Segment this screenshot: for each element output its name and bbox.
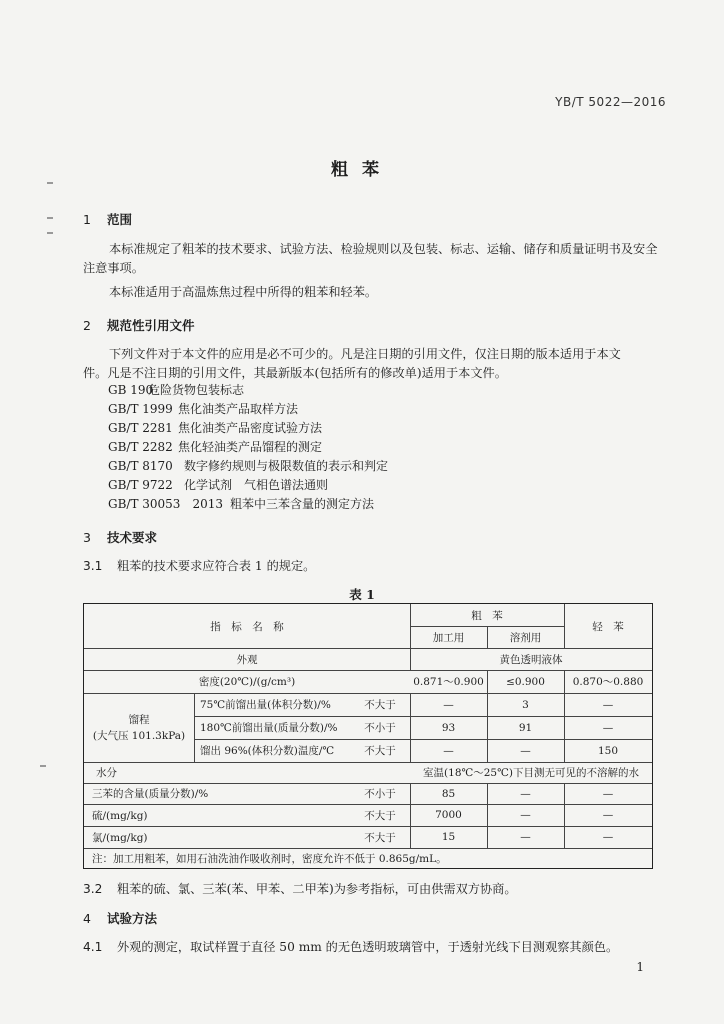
row-group-distillation: 馏程 (大气压 101.3kPa) bbox=[92, 713, 186, 742]
reference-item: GB/T 2282 焦化轻油类产品馏程的测定 bbox=[108, 440, 323, 454]
cell-density-solvent: ≤0.900 bbox=[506, 675, 545, 688]
row-label-dist180: 180℃前馏出量(质量分数)/% bbox=[200, 722, 338, 734]
cell-sulfur-light: — bbox=[602, 809, 614, 821]
cell-benzene-light: — bbox=[602, 787, 614, 800]
row-label-chlorine: 氯/(mg/kg) bbox=[92, 831, 148, 844]
row-limit-dist96: 不大于 bbox=[364, 745, 396, 757]
paragraph-scope-2 bbox=[83, 283, 661, 302]
cell-dist180-solvent: 91 bbox=[518, 721, 533, 734]
cell-chlorine-solvent: — bbox=[520, 831, 531, 843]
row-limit-sulfur: 不大于 bbox=[364, 809, 396, 822]
row-limit-dist180: 不小于 bbox=[364, 722, 396, 734]
cell-density-processing: 0.871～0.900 bbox=[413, 676, 484, 688]
row-label-dist75: 75℃前馏出量(体积分数)/% bbox=[200, 699, 331, 711]
scan-mark bbox=[40, 765, 46, 767]
cell-dist180-processing: 93 bbox=[441, 721, 456, 734]
table-header-light: 轻 苯 bbox=[592, 620, 624, 633]
row-label-sulfur: 硫/(mg/kg) bbox=[92, 809, 148, 822]
section-title: 规范性引用文件 bbox=[107, 318, 195, 333]
section-heading-requirements bbox=[83, 528, 157, 546]
reference-item: GB/T 9722 化学试剂 气相色谱法通则 bbox=[108, 478, 329, 492]
page-number: 1 bbox=[636, 960, 644, 974]
row-label-dist96: 馏出 96%(体积分数)温度/℃ bbox=[200, 745, 335, 757]
paragraph-scope-1 bbox=[83, 240, 661, 278]
clause-4-1: 4.1 外观的测定，取试样置于直径 50 mm 的无色透明玻璃管中，于透射光线下目测观察其颜色。 bbox=[83, 940, 619, 954]
cell-dist96-light: 150 bbox=[597, 744, 619, 757]
cell-chlorine-processing: 15 bbox=[441, 831, 456, 843]
table-caption: 表 1 bbox=[349, 587, 375, 602]
cell-benzene-solvent: — bbox=[520, 787, 531, 800]
clause-3-2: 3.2 粗苯的硫、氯、三苯(苯、甲苯、二甲苯)为参考指标，可由供需双方协商。 bbox=[83, 882, 517, 896]
section-title: 范围 bbox=[107, 212, 133, 227]
row-label-water: 水分 bbox=[96, 767, 117, 779]
row-label-benzene: 三苯的含量(质量分数)/% bbox=[92, 788, 209, 800]
section-heading-test-methods bbox=[83, 909, 157, 927]
scan-mark bbox=[47, 217, 53, 219]
row-limit-chlorine: 不大于 bbox=[364, 831, 396, 844]
paragraph-references bbox=[83, 345, 661, 383]
cell-dist96-processing: — bbox=[443, 744, 454, 757]
row-label-density: 密度(20℃)/(g/cm³) bbox=[198, 676, 296, 688]
cell-sulfur-solvent: — bbox=[520, 809, 531, 821]
cell-density-light: 0.870～0.880 bbox=[572, 676, 644, 688]
reference-item: GB/T 1999 焦化油类产品取样方法 bbox=[108, 402, 299, 416]
scan-mark bbox=[47, 232, 53, 234]
section-title: 试验方法 bbox=[107, 911, 158, 926]
requirements-table bbox=[83, 603, 653, 869]
reference-item: GB/T 2281 焦化油类产品密度试验方法 bbox=[108, 421, 323, 435]
document-title: 粗苯 bbox=[331, 160, 393, 180]
standard-code: YB/T 5022—2016 bbox=[555, 95, 666, 109]
section-title: 技术要求 bbox=[107, 530, 158, 545]
cell-dist75-processing: — bbox=[443, 698, 454, 711]
reference-item: GB 190危险货物包装标志 bbox=[108, 383, 245, 397]
section-number: 4 bbox=[83, 911, 91, 926]
cell-benzene-processing: 85 bbox=[441, 787, 456, 800]
cell-dist75-light: — bbox=[602, 698, 614, 711]
cell-appearance-value: 黄色透明液体 bbox=[499, 653, 563, 666]
row-label-appearance: 外观 bbox=[236, 653, 258, 666]
cell-dist96-solvent: — bbox=[520, 744, 531, 757]
reference-item: GB/T 30053 2013 粗苯中三苯含量的测定方法 bbox=[108, 497, 375, 511]
cell-dist75-solvent: 3 bbox=[522, 698, 529, 711]
row-limit-dist75: 不大于 bbox=[364, 699, 396, 711]
cell-sulfur-processing: 7000 bbox=[435, 809, 462, 821]
cell-water-value: 室温(18℃～25℃)下目测无可见的不溶解的水 bbox=[423, 767, 639, 779]
section-heading-scope bbox=[83, 210, 132, 228]
text-line: 本标准适用于高温炼焦过程中所得的粗苯和轻苯。 bbox=[109, 285, 378, 299]
text-line: 件。凡是不注日期的引用文件，其最新版本(包括所有的修改单)适用于本文件。 bbox=[83, 366, 507, 380]
text-line: 注意事项。 bbox=[83, 261, 144, 275]
cell-dist180-light: — bbox=[602, 721, 614, 734]
text-line: 下列文件对于本文件的应用是必不可少的。凡是注日期的引用文件，仅注日期的版本适用于本文 bbox=[109, 347, 621, 361]
table-header-indicator: 指 标 名 称 bbox=[210, 620, 284, 633]
cell-chlorine-light: — bbox=[602, 831, 614, 843]
text-line: 本标准规定了粗苯的技术要求、试验方法、检验规则以及包装、标志、运输、储存和质量证明书及安全 bbox=[109, 242, 658, 256]
section-heading-references bbox=[83, 316, 195, 334]
table-header-crude: 粗 苯 bbox=[471, 609, 503, 622]
row-limit-benzene: 不小于 bbox=[364, 788, 396, 800]
section-number: 1 bbox=[83, 212, 91, 227]
table-header-solvent: 溶剂用 bbox=[509, 631, 542, 644]
table-note: 注：加工用粗苯，如用石油洗油作吸收剂时，密度允许不低于 0.865g/mL。 bbox=[92, 852, 447, 865]
reference-item: GB/T 8170 数字修约规则与极限数值的表示和判定 bbox=[108, 459, 389, 473]
clause-3-1: 3.1 粗苯的技术要求应符合表 1 的规定。 bbox=[83, 559, 316, 573]
section-number: 2 bbox=[83, 318, 91, 333]
scan-mark bbox=[47, 182, 53, 184]
table-header-processing: 加工用 bbox=[432, 631, 465, 644]
section-number: 3 bbox=[83, 530, 91, 545]
